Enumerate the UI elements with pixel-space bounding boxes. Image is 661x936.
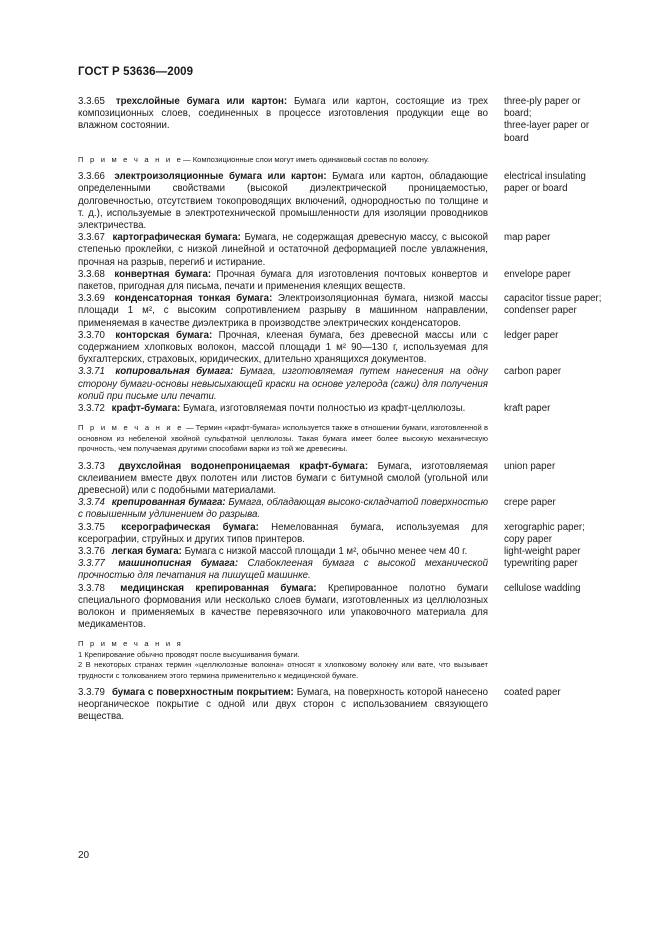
term-definition: Бумага, обладающая высоко-складчатой поверхностью с повышенным удлинением до разрыва. <box>78 497 488 521</box>
term-definition: Бумага, изготовляемая склеиванием вместе двух полотен или листов бумаги с битумной смолой (угольной или древесной) или с подобными материалами. <box>78 460 488 496</box>
term-entry <box>78 366 606 403</box>
english-equivalent: carbon paper <box>504 366 562 378</box>
term-number: 3.3.74 <box>78 497 105 509</box>
term-definition: Немелованная бумага, используемая для ксерографии, струйных и других типов принтеров. <box>78 521 488 545</box>
term-number: 3.3.75 <box>78 521 105 533</box>
term-number: 3.3.79 <box>78 686 105 698</box>
entries-block-b <box>78 171 606 415</box>
term-definition: Бумага, изготовляемая почти полностью из крафт-целлюлозы. <box>183 403 466 415</box>
english-equivalent: kraft paper <box>504 403 551 415</box>
page-header: ГОСТ Р 53636—2009 <box>78 66 194 78</box>
term-definition: Бумага, на поверхность которой нанесено неорганическое покрытие с одной или двух сторон с использованием связующего вещества. <box>78 686 488 723</box>
term-name: картографическая бумага: <box>112 232 241 244</box>
note-label: П р и м е ч а н и е <box>78 154 183 164</box>
term-name: бумага с поверхностным покрытием: <box>111 686 294 698</box>
term-number: 3.3.68 <box>78 268 105 280</box>
term-number: 3.3.66 <box>78 171 105 183</box>
document-body <box>78 96 606 724</box>
english-equivalent: light-weight paper <box>504 545 581 557</box>
english-equivalent: electrical insulating paper or board <box>504 171 586 195</box>
english-equivalent: xerographic paper; copy paper <box>504 521 585 545</box>
term-name: конвертная бумага: <box>114 268 212 280</box>
term-name: крепированная бумага: <box>111 497 226 509</box>
term-definition: Бумага с низкой массой площади 1 м², обычно менее чем 40 г. <box>184 545 468 557</box>
term-number: 3.3.65 <box>78 96 105 107</box>
term-definition: Бумага или картон, обладающие определенными свойствами (высокой диэлектрической проницаемостью, долговечностью, отсутствием токопроводящих включений, однородностью по толщине и т. д.), используемые в электротехнической промышленности для изоляции проводников электричества. <box>78 171 488 232</box>
english-equivalent: union paper <box>504 460 556 472</box>
term-entry <box>78 461 606 498</box>
term-entry <box>78 96 606 145</box>
term-number: 3.3.78 <box>78 582 105 594</box>
term-entry <box>78 522 606 546</box>
english-equivalent: map paper <box>504 232 551 244</box>
term-entry <box>78 687 606 724</box>
term-definition: Бумага или картон, состоящие из трех композиционных слоев, соединенных в процессе изготовления продукции еще во влажном состоянии. <box>78 96 488 132</box>
term-number: 3.3.70 <box>78 329 105 341</box>
term-name: конторская бумага: <box>115 329 213 341</box>
note-kraft <box>78 423 488 454</box>
term-name: ксерографическая бумага: <box>121 521 259 533</box>
english-equivalent: coated paper <box>504 686 561 698</box>
term-entry <box>78 583 606 632</box>
english-equivalent: envelope paper <box>504 268 571 280</box>
term-name: легкая бумага: <box>111 545 182 557</box>
note-item: 2 В некоторых странах термин «целлюлозные волокна» относят к хлопковому волокну или вате, что вызывает трудности с толкованием этого термина применительно к медицинской бумаге. <box>78 660 488 680</box>
term-definition: Электроизоляционная бумага, низкой массы площади 1 м², с высоким сопротивлением разрыву в машинном направлении, применяемая в качестве диэлектрика в производстве электрических конденсаторов. <box>78 293 488 329</box>
term-number: 3.3.77 <box>78 558 105 570</box>
term-entry <box>78 403 606 415</box>
term-entry <box>78 232 606 269</box>
entries-block-a <box>78 96 606 145</box>
term-name: трехслойные бумага или картон: <box>115 96 288 107</box>
note-text: — Термин «крафт-бумага» используется также в отношении бумаги, изготовленной в основном из небеленой хвойной сульфатной целлюлозы. Такая бумага имеет более высокую механическую прочность, чем получаемая другими способами варки из той же древесины. <box>78 423 488 454</box>
term-definition: Бумага, изготовляемая путем нанесения на одну сторону бумаги-основы невысыхающей краски на основе углерода (сажи) для получения копий при письме или печати. <box>78 366 488 402</box>
note-composite-layers <box>78 155 488 165</box>
term-definition: Прочная бумага для изготовления почтовых конвертов и пакетов, пригодная для письма, печати и применения клеящих веществ. <box>78 268 488 293</box>
term-definition: Бумага, не содержащая древесную массу, с высокой степенью проклейки, с низкой линейной и остаточной деформацией после увлажнения, прочная на разрыв, перегиб и истирание. <box>78 232 489 268</box>
term-entry <box>78 497 606 521</box>
term-number: 3.3.71 <box>78 366 105 378</box>
term-entry <box>78 269 606 293</box>
term-name: крафт-бумага: <box>111 403 181 415</box>
term-name: медицинская крепированная бумага: <box>120 582 317 594</box>
english-equivalent: three-ply paper or board; three-layer paper or board <box>504 96 590 144</box>
term-number: 3.3.69 <box>78 293 105 305</box>
note-text: — Композиционные слои могут иметь одинаковый состав по волокну. <box>183 154 430 164</box>
term-name: копировальная бумага: <box>115 366 234 378</box>
term-number: 3.3.67 <box>78 232 105 244</box>
term-entry <box>78 171 606 232</box>
note-label: П р и м е ч а н и е <box>78 423 184 433</box>
term-definition: Прочная, клееная бумага, без древесной массы или с содержанием хлопковых волокон, массой площади 1 м² 90—130 г, используемая для бухгалтерских, страховых, юридических, длительно хранящихся документов. <box>78 329 488 366</box>
term-entry <box>78 546 606 558</box>
note-item: 1 Крепирование обычно проводят после высушивания бумаги. <box>78 649 300 659</box>
term-definition: Слабоклееная бумага с высокой механической прочностью для печатания на пишущей машинке. <box>78 558 488 582</box>
term-name: конденсаторная тонкая бумага: <box>114 293 273 305</box>
english-equivalent: ledger paper <box>504 329 559 341</box>
english-equivalent: typewriting paper <box>504 558 578 570</box>
notes-medical <box>78 639 488 681</box>
term-name: машинописная бумага: <box>118 558 239 570</box>
term-entry <box>78 330 606 367</box>
entries-block-c <box>78 461 606 632</box>
term-number: 3.3.73 <box>78 460 105 472</box>
term-number: 3.3.76 <box>78 545 105 557</box>
page-number: 20 <box>78 850 90 861</box>
term-definition: Крепированное полотно бумаги специального формования или несколько слоев бумаги, изготовленных из целлюлозных волокон и применяемых в качестве перевязочного или упаковочного материала для медикаментов. <box>78 582 488 631</box>
english-equivalent: crepe paper <box>504 497 556 509</box>
english-equivalent: capacitor tissue paper; condenser paper <box>504 293 602 317</box>
term-name: двухслойная водонепроницаемая крафт-бумага: <box>118 460 369 472</box>
term-name: электроизоляционные бумага или картон: <box>114 171 327 183</box>
term-number: 3.3.72 <box>78 403 105 415</box>
notes-label: П р и м е ч а н и я <box>78 639 183 649</box>
term-entry <box>78 293 606 330</box>
english-equivalent: cellulose wadding <box>504 582 581 594</box>
term-entry <box>78 558 606 582</box>
